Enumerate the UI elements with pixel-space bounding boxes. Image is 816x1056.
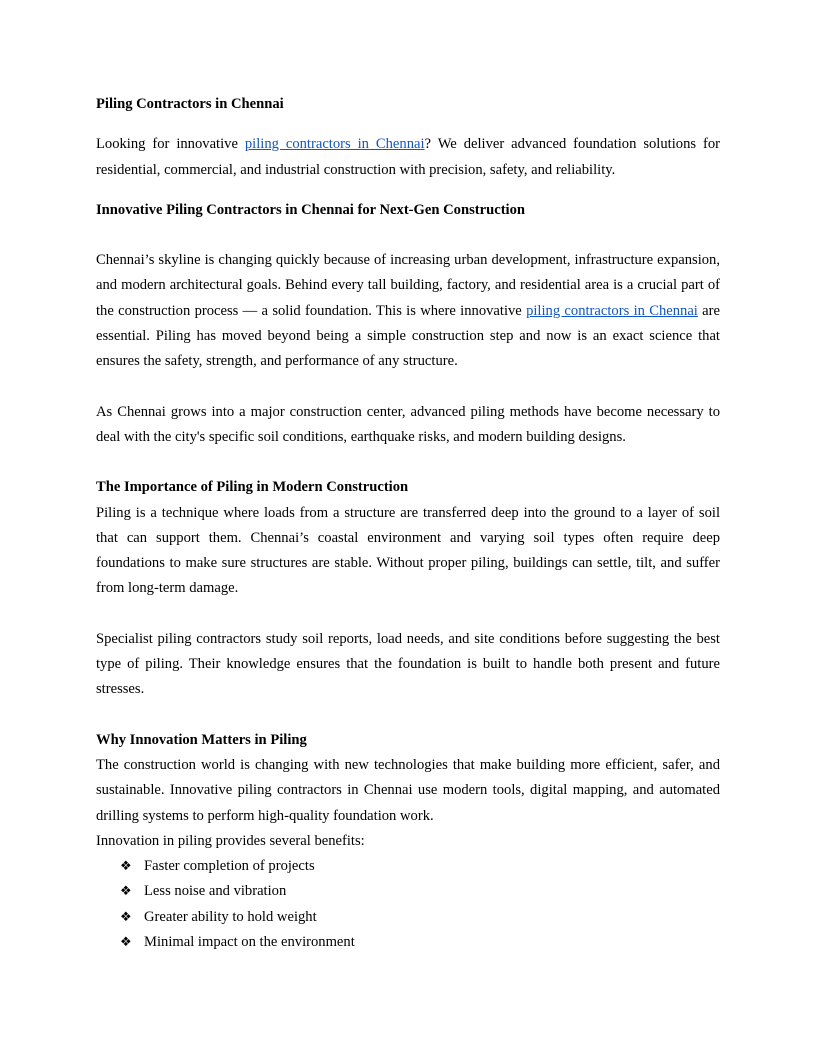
intro-text-after: ? We deliver advanced foundation solutions for residential, commercial, and industrial construction with precision, safety, and reliability.	[96, 136, 720, 178]
benefit-text: Minimal impact on the environment	[144, 934, 355, 951]
section1-text-after: are essential. Piling has moved beyond being a simple construction step and now is an exact science that ensures the safety, strength, and performance of any structure.	[96, 302, 720, 370]
benefits-list	[96, 854, 720, 955]
list-item	[96, 854, 720, 879]
diamond-bullet-icon: ❖	[120, 935, 132, 951]
piling-contractors-link-2[interactable]: piling contractors in Chennai	[526, 302, 698, 319]
intro-paragraph	[96, 132, 720, 183]
section3-paragraph-1: The construction world is changing with new technologies that make building more efficient, safer, and sustainable. Innovative piling contractors in Chennai use modern tools, digital mapping, and automated drilling systems to perform high-quality foundation work.	[96, 756, 720, 824]
section-heading-importance: The Importance of Piling in Modern Construction	[96, 479, 409, 496]
diamond-bullet-icon: ❖	[120, 909, 132, 925]
list-item	[96, 905, 720, 930]
benefit-text: Greater ability to hold weight	[144, 908, 317, 925]
section-heading-innovation: Why Innovation Matters in Piling	[96, 731, 307, 748]
document-body	[96, 92, 720, 955]
benefit-text: Less noise and vibration	[144, 883, 287, 900]
section1-text-before: Chennai’s skyline is changing quickly because of increasing urban development, infrastructure expansion, and modern architectural goals. Behind every tall building, factory, and residential area is a crucial part of the construction process — a solid foundation. This is where innovative	[96, 252, 720, 319]
list-item	[96, 930, 720, 955]
section1-paragraph-2: As Chennai grows into a major construction center, advanced piling methods have become necessary to deal with the city's specific soil conditions, earthquake risks, and modern building designs.	[96, 403, 720, 445]
page-title: Piling Contractors in Chennai	[96, 96, 284, 112]
benefit-text: Faster completion of projects	[144, 858, 315, 875]
section-heading-innovative: Innovative Piling Contractors in Chennai for Next-Gen Construction	[96, 201, 526, 218]
intro-text-before: Looking for innovative	[96, 136, 245, 153]
section1-paragraph-1	[96, 248, 720, 374]
section3-paragraph-2: Innovation in piling provides several benefits:	[96, 832, 365, 849]
piling-contractors-link[interactable]: piling contractors in Chennai	[244, 136, 425, 153]
diamond-bullet-icon: ❖	[120, 859, 132, 875]
list-item	[96, 879, 720, 904]
diamond-bullet-icon: ❖	[120, 884, 132, 900]
section2-paragraph-1: Piling is a technique where loads from a structure are transferred deep into the ground to a layer of soil that can support them. Chennai’s coastal environment and varying soil types often require deep foundations to make sure structures are stable. Without proper piling, buildings can settle, tilt, and suffer from long-term damage.	[96, 504, 720, 597]
section2-paragraph-2: Specialist piling contractors study soil reports, load needs, and site conditions before suggesting the best type of piling. Their knowledge ensures that the foundation is built to handle both present and future stresses.	[96, 630, 720, 698]
